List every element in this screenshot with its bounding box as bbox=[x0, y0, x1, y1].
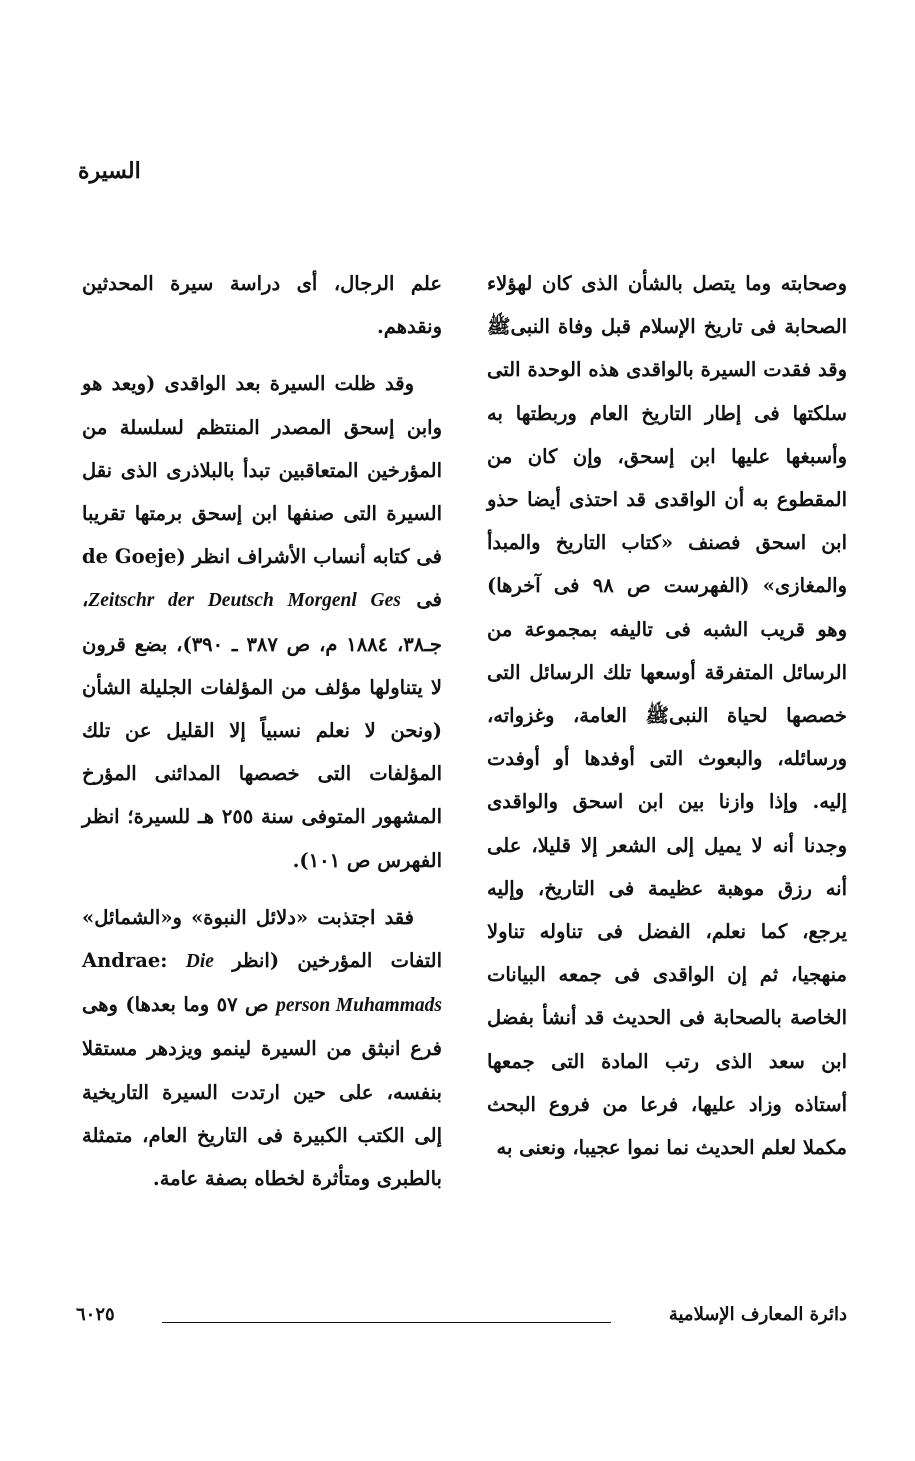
paragraph: وصحابته وما يتصل بالشأن الذى كان لهؤلاء الصحابة فى تاريخ الإسلام قبل وفاة النبىﷺ وقد فقدت السيرة بالواقدى هذه الوحدة التى سلكتها فى إطار التاريخ العام وربطتها به وأسبغها عليها ابن إسحق، وإن كان من المقطوع به أن الواقدى قد احتذى أيضا حذو ابن اسحق فصنف «كتاب التاريخ والمبدأ والمغازى» (الفهرست ص ٩٨ فى آخرها) وهو قريب الشبه فى تاليفه بمجموعة من الرسائل المتفرقة أوسعها تلك الرسائل التى خصصها لحياة النبىﷺ العامة، وغزواته، ورسائله، والبعوث التى أوفدها أو أوفدت إليه. وإذا وازنا بين ابن اسحق والواقدى وجدنا أنه لا يميل إلى الشعر إلا قليلا، على أنه رزق موهبة عظيمة فى التاريخ، وإليه يرجع، كما نعلم، الفضل فى تناوله تناولا منهجيا، ثم إن الواقدى فى جمعه البيانات الخاصة بالصحابة فى الحديث قد أنشأ بفضل ابن سعد الذى رتب المادة التى جمعها أستاذه وزاد عليها، فرعا من فروع البحث مكملا لعلم الحديث نما نموا عجيبا، ونعنى به bbox=[487, 272, 847, 1160]
page-number: ٦٠٢٥ bbox=[76, 1304, 115, 1325]
page-footer bbox=[76, 1300, 847, 1336]
paragraph-text: ص ٥٧ وما بعدها) وهى فرع انبثق من السيرة لينمو ويزدهر مستقلا بنفسه، على حين ارتدت السيرة التاريخية إلى الكتب الكبيرة فى التاريخ العام، متمثلة بالطبرى ومتأثرة لخطاه بصفة عامة. bbox=[82, 993, 442, 1191]
right-text-column bbox=[487, 262, 847, 1169]
paragraph-text: وقد ظلت السيرة بعد الواقدى (ويعد هو وابن إسحق المصدر المنتظم لسلسلة من المؤرخين المتعاقبين تبدأ بالبلاذرى الذى نقل السيرة التى صنفها ابن إسحق برمتها تقريبا فى كتابه أنساب الأشراف انظر (de Goeje فى bbox=[82, 372, 443, 612]
paragraph-text: فقد اجتذبت «دلائل النبوة» و«الشمائل» التفات المؤرخين (انظر Andrae: bbox=[82, 905, 442, 973]
left-text-column bbox=[82, 262, 442, 1200]
paragraph bbox=[82, 362, 442, 881]
footer-rule bbox=[162, 1322, 611, 1323]
paragraph bbox=[82, 896, 442, 1200]
journal-title: دائرة المعارف الإسلامية bbox=[668, 1304, 847, 1325]
running-title: السيرة bbox=[78, 158, 141, 184]
latin-citation: Zeitschr der Deutsch Morgenl Ges bbox=[88, 590, 401, 612]
latin-citation: Die person Muhammads bbox=[185, 951, 442, 1017]
paragraph-text: ، جـ٣٨، ١٨٨٤ م، ص ٣٨٧ ـ ٣٩٠)، بضع قرون لا يتناولها مؤلف من المؤلفات الجليلة الشأن (ونحن لا نعلم نسبياً إلا القليل عن تلك المؤلفات التى خصصها المدائنى المؤرخ المشهور المتوفى سنة ٢٥٥ هـ للسيرة؛ انظر الفهرس ص ١٠١). bbox=[82, 588, 442, 872]
paragraph: علم الرجال، أى دراسة سيرة المحدثين ونقدهم. bbox=[82, 272, 442, 339]
